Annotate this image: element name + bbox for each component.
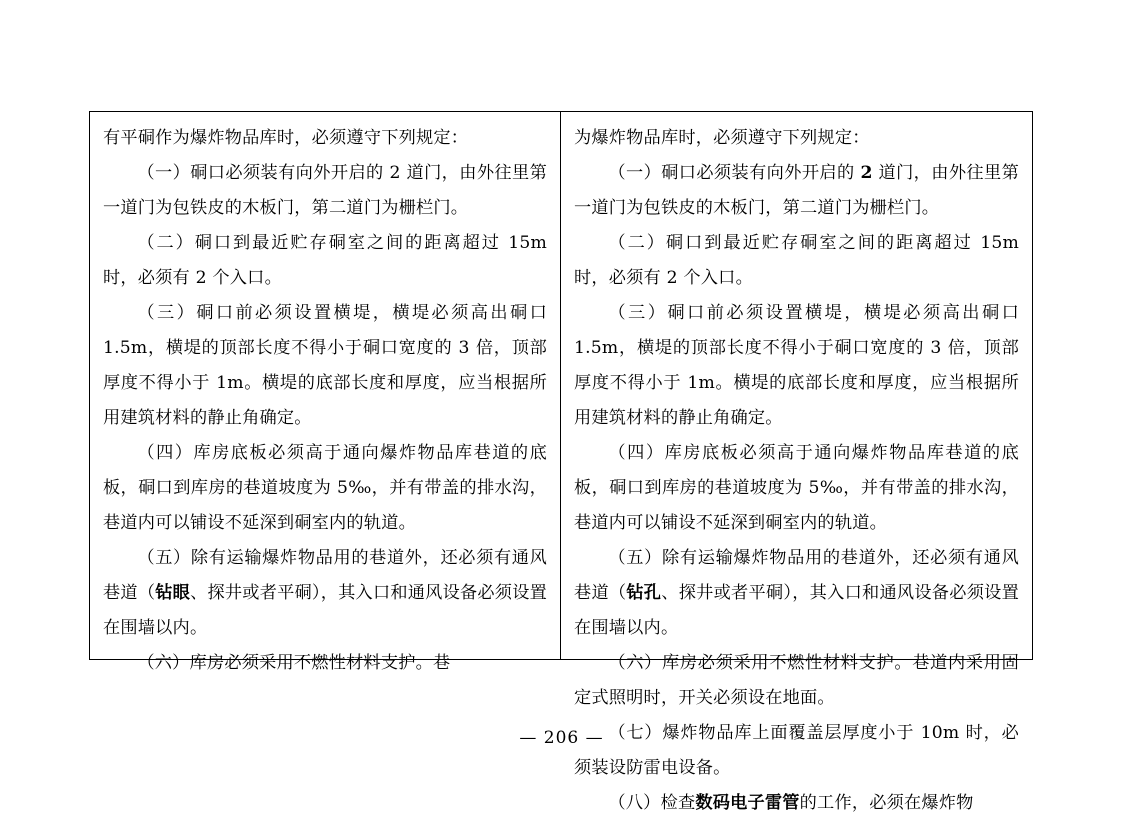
text-run: （二）硐口到最近贮存硐室之间的距离超过 15m 时，必须有 2 个入口。: [103, 233, 547, 288]
left-column-paragraph: [103, 436, 547, 541]
text-run: （一）硐口必须装有向外开启的: [608, 163, 861, 183]
left-column-paragraph: [103, 296, 547, 436]
text-run: （八）检查: [608, 793, 696, 813]
right-column-paragraph: [574, 716, 1019, 786]
left-column-paragraph: [103, 121, 547, 156]
left-text-column: [90, 112, 561, 673]
emphasized-term: 数码电子雷管: [695, 793, 800, 813]
text-run: （四）库房底板必须高于通向爆炸物品库巷道的底板，硐口到库房的巷道坡度为 5‰，并有带盖的排水沟，巷道内可以铺设不延深到硐室内的轨道。: [574, 443, 1019, 533]
right-column-paragraph: [574, 436, 1019, 541]
left-column-paragraph: [103, 226, 547, 296]
text-run: （六）库房必须采用不燃性材料支护。巷: [137, 653, 451, 673]
text-run: （三）硐口前必须设置横堤，横堤必须高出硐口 1.5m，横堤的顶部长度不得小于硐口宽度的 3 倍，顶部厚度不得小于 1m。横堤的底部长度和厚度，应当根据所用建筑材料的静止角确定。: [574, 303, 1019, 428]
text-run: （五）除有运输爆炸物品用的巷道外，还必须有通风巷道（: [103, 548, 547, 603]
emphasized-term: 钻孔: [626, 583, 662, 603]
right-column-paragraph: [574, 226, 1019, 296]
text-run: （一）硐口必须装有向外开启的 2 道门，由外往里第一道门为包铁皮的木板门，第二道门为栅栏门。: [103, 163, 547, 218]
text-run: 、探井或者平硐），其入口和通风设备必须设置在围墙以内。: [103, 583, 548, 638]
text-run: （四）库房底板必须高于通向爆炸物品库巷道的底板，硐口到库房的巷道坡度为 5‰，并有带盖的排水沟，巷道内可以铺设不延深到硐室内的轨道。: [103, 443, 547, 533]
emphasized-term: 2: [860, 163, 873, 183]
page-number: — 206 —: [519, 728, 604, 748]
text-run: 为爆炸物品库时，必须遵守下列规定：: [574, 128, 870, 148]
left-column-paragraph: [103, 646, 547, 681]
left-column-paragraph: [103, 156, 547, 226]
text-run: 、探井或者平硐），其入口和通风设备必须设置在围墙以内。: [574, 583, 1019, 638]
right-column-paragraph: [574, 646, 1019, 716]
text-run: （三）硐口前必须设置横堤，横堤必须高出硐口 1.5m，横堤的顶部长度不得小于硐口宽度的 3 倍，顶部厚度不得小于 1m。横堤的底部长度和厚度，应当根据所用建筑材料的静止角确定。: [103, 303, 547, 428]
right-column-paragraph: [574, 786, 1019, 821]
text-run: 道门，由外往里第一道门为包铁皮的木板门，第二道门为栅栏门。: [574, 163, 1019, 218]
right-column-paragraph: [574, 156, 1019, 226]
emphasized-term: 钻眼: [155, 583, 191, 603]
left-column-paragraph: [103, 541, 547, 646]
text-run: 有平硐作为爆炸物品库时，必须遵守下列规定：: [103, 128, 469, 148]
text-run: （二）硐口到最近贮存硐室之间的距离超过 15m 时，必须有 2 个入口。: [574, 233, 1019, 288]
text-run: （七）爆炸物品库上面覆盖层厚度小于 10m 时，必须装设防雷电设备。: [574, 723, 1019, 778]
text-run: （五）除有运输爆炸物品用的巷道外，还必须有通风巷道（: [574, 548, 1019, 603]
right-column-paragraph: [574, 541, 1019, 646]
right-column-paragraph: [574, 121, 1019, 156]
text-run: 的工作，必须在爆炸物: [799, 793, 974, 813]
text-run: （六）库房必须采用不燃性材料支护。巷道内采用固定式照明时，开关必须设在地面。: [574, 653, 1019, 708]
right-column-paragraph: [574, 296, 1019, 436]
